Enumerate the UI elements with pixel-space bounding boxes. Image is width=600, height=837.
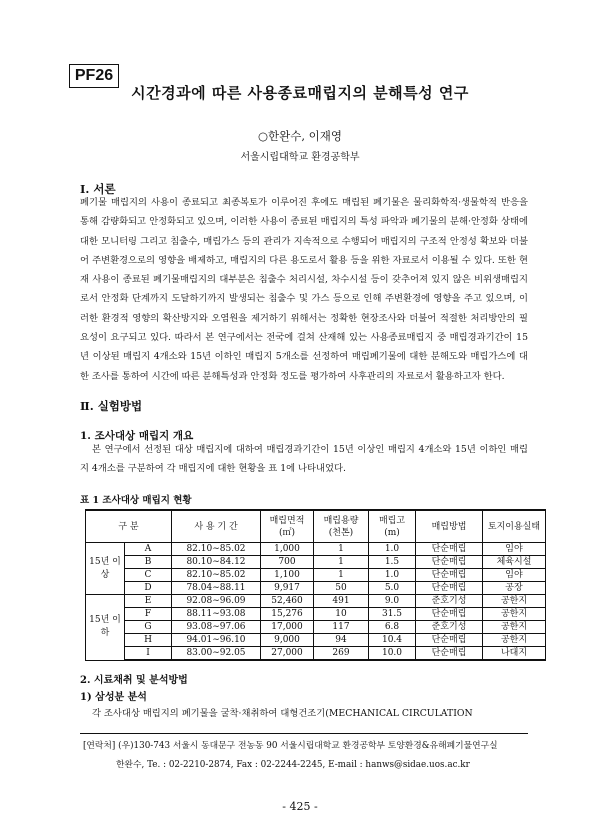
cell-height: 9.0 [369,595,416,608]
cell-volume: 1 [314,569,369,582]
cell-height: 5.0 [369,582,416,595]
cell-area: 52,460 [261,595,314,608]
paper-title: 시간경과에 따른 사용종료매립지의 분해특성 연구 [131,84,469,102]
authors: ○한완수, 이재영 [258,129,342,143]
cell-method: 준호기성 [416,621,483,634]
cell-height: 10.4 [369,634,416,647]
cell-period: 83.00∼92.05 [172,647,261,661]
cell-land-use: 공한지 [483,608,546,621]
cell-area: 9,917 [261,582,314,595]
cell-land-use: 공한지 [483,621,546,634]
page-number: - 425 - [282,800,318,813]
landfill-table [85,509,546,661]
cell-height: 1.0 [369,543,416,556]
cell-id: C [125,569,172,582]
cell-land-use: 공장 [483,582,546,595]
header-method: 매립방법 [416,510,483,543]
cell-method: 준호기성 [416,595,483,608]
cell-volume: 269 [314,647,369,661]
intro-heading: Ⅰ. 서론 [80,182,116,196]
cell-land-use: 나대지 [483,647,546,661]
cell-id: B [125,556,172,569]
table-row [86,569,546,582]
contact-details: 한완수, Te. : 02-2210-2874, Fax : 02-2244-2245, E-mail : hanws@sidae.uos.ac.kr [116,760,470,770]
cell-period: 93.08∼97.06 [172,621,261,634]
table-row [86,621,546,634]
cell-id: F [125,608,172,621]
cell-height: 1.5 [369,556,416,569]
header-category: 구 분 [86,510,172,543]
section-2-heading: 2. 시료채취 및 분석방법 [80,675,188,686]
cell-volume: 491 [314,595,369,608]
table-row [86,543,546,556]
cell-method: 단순매립 [416,556,483,569]
table-row [86,647,546,661]
group-under-15: 15년 이하 [86,595,125,661]
table-row [86,595,546,608]
contact-address: [연락처] (우)130-743 서울시 동대문구 전농동 90 서울시립대학교 환경공학부 토양환경&유해폐기물연구실 [83,741,498,751]
cell-volume: 1 [314,556,369,569]
cell-land-use: 임야 [483,543,546,556]
cell-period: 82.10∼85.02 [172,543,261,556]
section-1-paragraph: 본 연구에서 선정된 대상 매립지에 대하여 매립경과기간이 15년 이상인 매립지 4개소와 15년 이하인 매립지 4개소를 구분하여 각 매립지에 대한 현황을 표 1에 나타내었다. [80,444,528,475]
table-caption: 표 1 조사대상 매립지 현황 [80,495,192,506]
cell-area: 9,000 [261,634,314,647]
cell-volume: 94 [314,634,369,647]
cell-land-use: 체육시설 [483,556,546,569]
cell-period: 94.01∼96.10 [172,634,261,647]
cell-land-use: 임야 [483,569,546,582]
cell-method: 단순매립 [416,634,483,647]
cell-area: 15,276 [261,608,314,621]
cell-height: 1.0 [369,569,416,582]
cell-height: 6.8 [369,621,416,634]
cell-period: 78.04∼88.11 [172,582,261,595]
intro-paragraph: 폐기물 매립지의 사용이 종료되고 최종복토가 이루어진 후에도 매립된 폐기물은 물리화학적·생물학적 반응을 통해 감량화되고 안정화되고 있으며, 이러한 사용이 종료된 매립지의 특성 파악과 폐기물의 분해·안정화 상태에 대한 모니터링 그리고 침출수, 매립가스 등의 관리가 지속적으로 수행되어 매립지의 구조적 안정성 확보와 더불어 주변환경으로의 영향을 배제하고, 매립지의 다른 용도로서 활용 등을 위한 자료로서 이용될 수 있다. 또한 현재 사용이 종료된 폐기물매립지의 대부분은 침출수 처리시설, 차수시설 등이 갖추어져 있지 않은 비위생매립지로서 안정화 단계까지 도달하기까지 발생되는 침출수 및 가스 등으로 인해 주변환경에 영향을 주고 있으며, 이러한 환경적 영향의 확산방지와 오염원을 제거하기 위해서는 정확한 현장조사와 더불어 적절한 처리방안의 필요성이 요구되고 있다. 따라서 본 연구에서는 전국에 걸쳐 산재해 있는 사용종료매립지 중 매립경과기간이 15년 이상된 매립지 4개소와 15년 이하인 매립지 5개소를 선정하여 매립폐기물에 대한 분해도와 매립가스에 대한 조사를 통하여 시간에 따른 분해특성과 안정화 정도를 평가하여 사후관리의 자료로서 활용하고자 한다. [80,197,528,382]
header-volume: 매립용량 (천톤) [314,510,369,543]
cell-id: E [125,595,172,608]
group-over-15: 15년 이상 [86,543,125,595]
cell-method: 단순매립 [416,543,483,556]
cell-area: 1,000 [261,543,314,556]
section-2-1-heading: 1) 삼성분 분석 [80,692,147,703]
cell-height: 10.0 [369,647,416,661]
footer-divider [80,733,528,734]
cell-id: G [125,621,172,634]
cell-volume: 1 [314,543,369,556]
table-row [86,608,546,621]
paper-code-box: PF26 [69,64,119,88]
cell-method: 단순매립 [416,608,483,621]
header-height: 매립고 (m) [369,510,416,543]
table-header-row [86,510,546,543]
section-2-1-paragraph: 각 조사대상 매립지의 폐기물을 굴착·채취하여 대형건조기(MECHANICAL CIRCULATION [92,708,473,719]
header-land-use: 토지이용실태 [483,510,546,543]
cell-method: 단순매립 [416,582,483,595]
cell-id: A [125,543,172,556]
cell-height: 31.5 [369,608,416,621]
cell-period: 80.10∼84.12 [172,556,261,569]
cell-period: 82.10∼85.02 [172,569,261,582]
header-period: 사 용 기 간 [172,510,261,543]
cell-id: D [125,582,172,595]
cell-land-use: 공한지 [483,595,546,608]
cell-area: 27,000 [261,647,314,661]
cell-id: H [125,634,172,647]
cell-method: 단순매립 [416,647,483,661]
cell-id: I [125,647,172,661]
cell-period: 88.11∼93.08 [172,608,261,621]
cell-area: 1,100 [261,569,314,582]
header-area: 매립면적 (㎡) [261,510,314,543]
table-row [86,582,546,595]
table-row [86,634,546,647]
cell-volume: 117 [314,621,369,634]
cell-area: 700 [261,556,314,569]
methods-heading: Ⅱ. 실험방법 [80,399,143,413]
cell-volume: 10 [314,608,369,621]
table-row [86,556,546,569]
section-1-heading: 1. 조사대상 매립지 개요 [80,430,194,442]
cell-period: 92.08∼96.09 [172,595,261,608]
cell-area: 17,000 [261,621,314,634]
cell-method: 단순매립 [416,569,483,582]
cell-land-use: 공한지 [483,634,546,647]
affiliation: 서울시립대학교 환경공학부 [240,152,360,163]
cell-volume: 50 [314,582,369,595]
